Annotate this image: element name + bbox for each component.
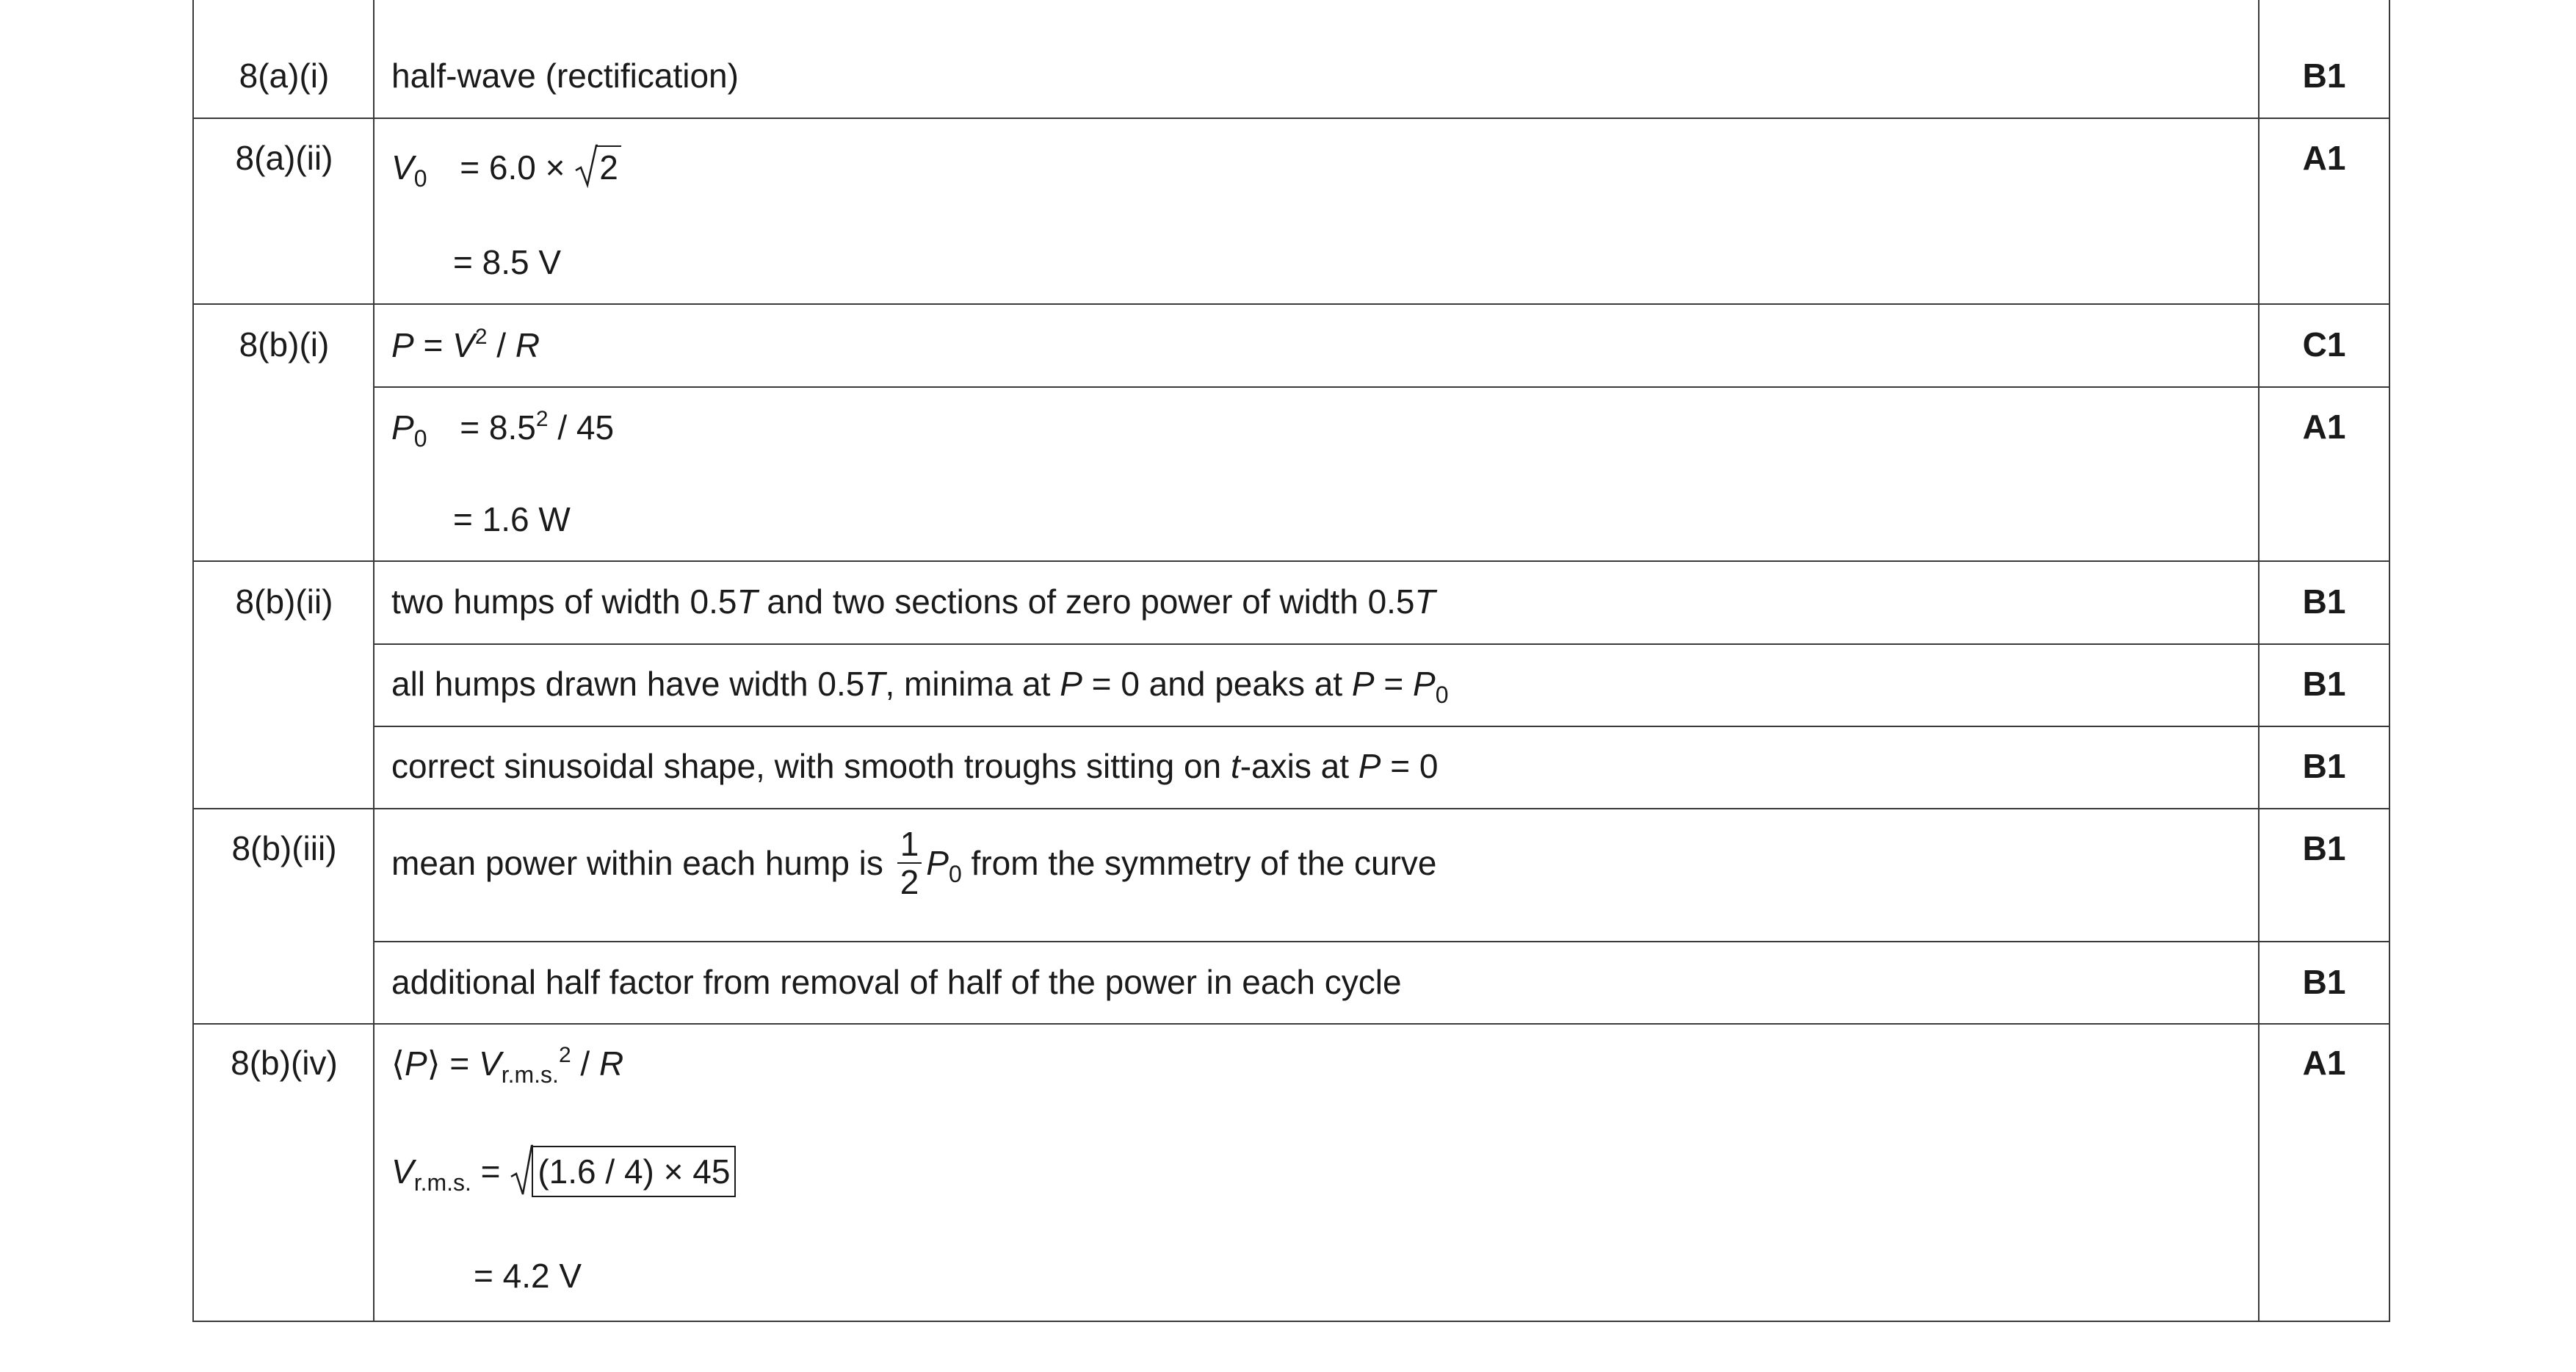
- mark-code: B1: [2302, 665, 2346, 703]
- variable-r: R: [515, 326, 540, 364]
- radical-sign-icon: [574, 144, 598, 188]
- answer-text: -axis at: [1240, 747, 1358, 785]
- square-root: [510, 1146, 736, 1197]
- variable-p: P: [926, 844, 949, 883]
- answer-text: additional half factor from removal of half of the power in each cycle: [391, 963, 1402, 1001]
- answer-line: = 1.6 W: [453, 500, 571, 538]
- question-number: 8(b)(iii): [231, 829, 337, 867]
- answer-line: [391, 325, 540, 365]
- equation-text: = 8.5: [460, 408, 536, 447]
- subscript: 0: [413, 165, 427, 192]
- fraction-numerator: 1: [897, 826, 922, 864]
- superscript: 2: [535, 407, 549, 431]
- variable-v: V: [452, 326, 475, 364]
- row-divider: [192, 560, 2390, 562]
- superscript: 2: [558, 1043, 571, 1067]
- question-number: 8(b)(ii): [235, 582, 333, 621]
- angle-bracket: ⟩: [427, 1044, 441, 1083]
- subscript: r.m.s.: [501, 1061, 559, 1088]
- subscript: r.m.s.: [413, 1169, 471, 1196]
- subscript: 0: [948, 861, 962, 888]
- sub-row-divider: [373, 941, 2390, 942]
- answer-text: , minima at: [885, 665, 1060, 703]
- answer-line: [391, 407, 614, 452]
- equation-text: =: [471, 1152, 510, 1191]
- variable-p: P: [391, 326, 414, 364]
- mark-code: B1: [2302, 582, 2346, 621]
- answer-text: two humps of width 0.5: [391, 582, 737, 621]
- answer-text: from the symmetry of the curve: [961, 844, 1437, 883]
- variable-p: P: [1358, 747, 1381, 785]
- variable-t: T: [737, 582, 758, 621]
- variable-t: T: [864, 665, 886, 703]
- mark-code: B1: [2302, 963, 2346, 1001]
- mark-code: A1: [2302, 408, 2346, 446]
- variable-t: t: [1230, 747, 1240, 785]
- mark-code: A1: [2302, 1044, 2346, 1082]
- question-number: 8(a)(ii): [235, 139, 333, 177]
- question-number: 8(a)(i): [239, 57, 330, 95]
- variable-t: T: [1414, 582, 1436, 621]
- equation-text: /: [487, 326, 515, 364]
- fraction: [897, 826, 922, 900]
- variable-p: P: [1060, 665, 1082, 703]
- equation-text: = 6.0 ×: [460, 148, 565, 187]
- mark-code: C1: [2302, 325, 2346, 364]
- answer-text: =: [1374, 665, 1414, 703]
- answer-text: half-wave (rectification): [391, 57, 739, 95]
- question-number: 8(b)(i): [239, 325, 330, 364]
- answer-line: [391, 746, 1438, 786]
- answer-line: = 4.2 V: [474, 1257, 582, 1295]
- mark-code: B1: [2302, 57, 2346, 95]
- row-divider: [192, 808, 2390, 809]
- variable-r: R: [598, 1044, 624, 1083]
- answer-line: [391, 664, 1449, 709]
- answer-text: = 0: [1381, 747, 1439, 785]
- answer-text: correct sinusoidal shape, with smooth troughs sitting on: [391, 747, 1231, 785]
- answer-text: = 0 and peaks at: [1082, 665, 1352, 703]
- mark-code: B1: [2302, 829, 2346, 867]
- radical-sign-icon: [510, 1144, 533, 1197]
- equation-text: =: [440, 1044, 480, 1083]
- question-number: 8(b)(iv): [231, 1044, 338, 1082]
- answer-text: all humps drawn have width 0.5: [391, 665, 865, 703]
- variable-p: P: [1351, 665, 1375, 703]
- variable-v: V: [391, 1152, 414, 1191]
- variable-v: V: [391, 148, 414, 187]
- radicand: 2: [596, 145, 621, 188]
- square-root: [574, 145, 621, 188]
- equation-text: /: [571, 1044, 599, 1083]
- sub-row-divider: [373, 726, 2390, 727]
- subscript: 0: [413, 425, 427, 452]
- answer-line: [391, 1146, 736, 1197]
- mark-code: A1: [2302, 139, 2346, 177]
- answer-text: and two sections of zero power of width 0.5: [757, 582, 1415, 621]
- answer-line: [391, 582, 1436, 621]
- variable-p: P: [391, 408, 414, 447]
- mark-scheme-table: [192, 0, 2390, 1322]
- answer-text: mean power within each hump is: [391, 844, 893, 883]
- sub-row-divider: [373, 643, 2390, 645]
- sub-row-divider: [373, 386, 2390, 388]
- answer-line: [391, 145, 621, 192]
- column-divider-question: [373, 0, 375, 1322]
- subscript: 0: [1435, 682, 1449, 708]
- answer-line: [391, 825, 1437, 903]
- fraction-denominator: 2: [900, 863, 919, 901]
- answer-line: [391, 1043, 623, 1088]
- row-divider: [192, 1023, 2390, 1025]
- equation-text: / 45: [548, 408, 615, 447]
- answer-line: = 8.5 V: [453, 243, 562, 281]
- variable-v: V: [479, 1044, 502, 1083]
- row-divider: [192, 303, 2390, 305]
- row-divider: [192, 118, 2390, 119]
- mark-code: B1: [2302, 747, 2346, 785]
- angle-bracket: ⟨: [391, 1044, 405, 1083]
- radicand: (1.6 / 4) × 45: [532, 1146, 736, 1197]
- variable-p: P: [404, 1044, 427, 1083]
- superscript: 2: [474, 325, 488, 349]
- variable-p: P: [1413, 665, 1436, 703]
- equation-text: =: [413, 326, 453, 364]
- column-divider-mark: [2258, 0, 2260, 1322]
